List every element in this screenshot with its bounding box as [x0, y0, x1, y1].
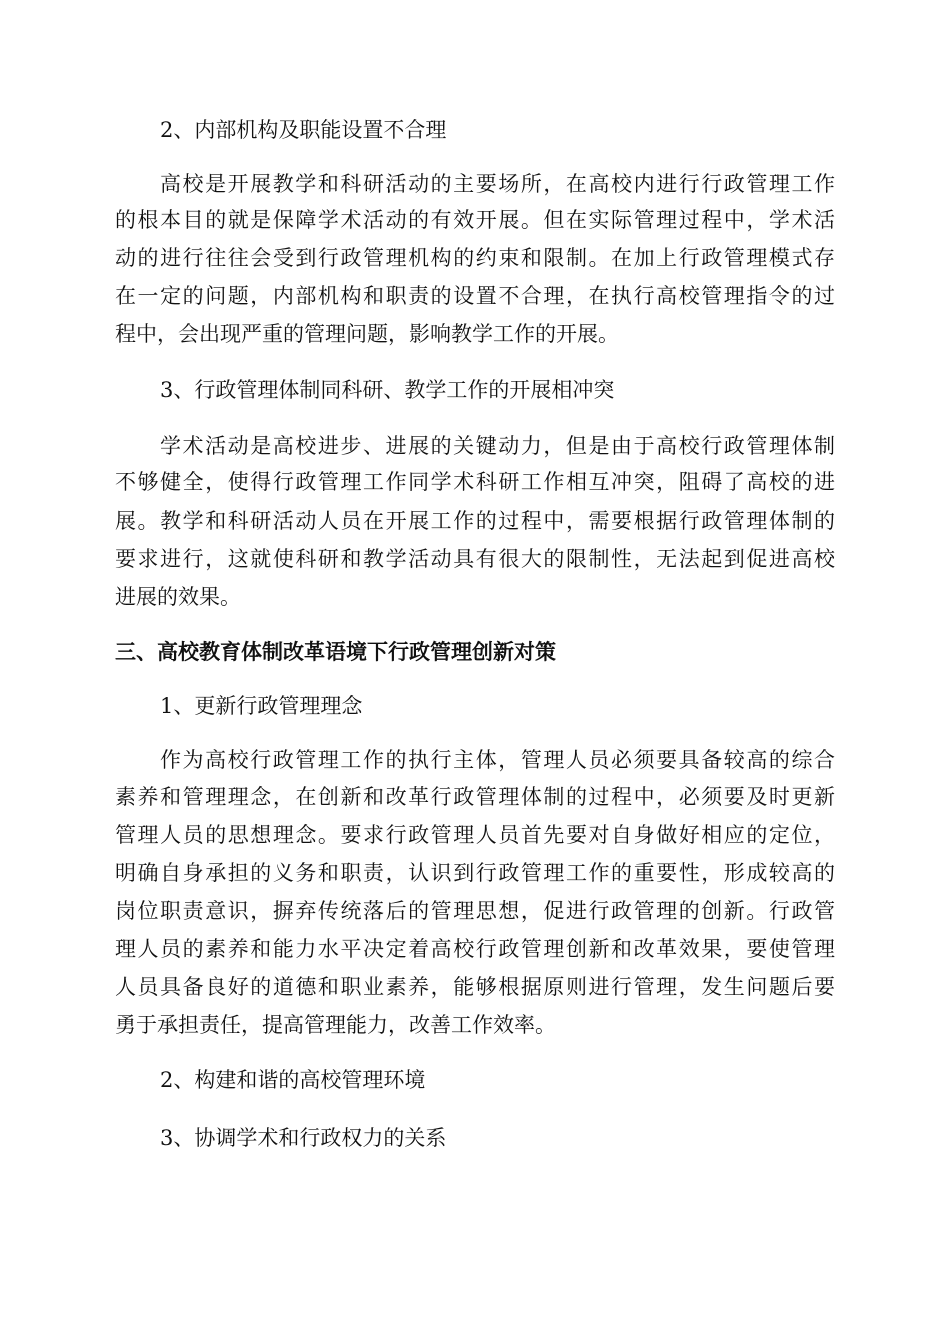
- paragraph-line: 要求进行，这就使科研和教学活动具有很大的限制性，无法起到促进高校: [115, 547, 835, 571]
- paragraph-line: 动的进行往往会受到行政管理机构的约束和限制。在加上行政管理模式存: [115, 246, 835, 270]
- paragraph-line: 高校是开展教学和科研活动的主要场所，在高校内进行行政管理工作: [160, 172, 835, 196]
- paragraph-line: 学术活动是高校进步、进展的关键动力，但是由于高校行政管理体制: [160, 434, 835, 458]
- subheading-coordinate-powers: 3、协调学术和行政权力的关系: [160, 1126, 447, 1150]
- paragraph-line: 明确自身承担的义务和职责，认识到行政管理工作的重要性，形成较高的: [115, 861, 835, 885]
- paragraph-line: 作为高校行政管理工作的执行主体，管理人员必须要具备较高的综合: [160, 748, 835, 772]
- subheading-internal-structure: 2、内部机构及职能设置不合理: [160, 118, 447, 142]
- subheading-update-concept: 1、更新行政管理理念: [160, 694, 363, 718]
- paragraph-line: 勇于承担责任，提高管理能力，改善工作效率。: [115, 1013, 556, 1037]
- paragraph-line: 程中，会出现严重的管理问题，影响教学工作的开展。: [115, 322, 619, 346]
- paragraph-line: 管理人员的思想理念。要求行政管理人员首先要对自身做好相应的定位，: [115, 823, 835, 847]
- paragraph-line: 理人员的素养和能力水平决定着高校行政管理创新和改革效果，要使管理: [115, 937, 835, 961]
- paragraph-line: 不够健全，使得行政管理工作同学术科研工作相互冲突，阻碍了高校的进: [115, 470, 835, 494]
- paragraph-line: 岗位职责意识，摒弃传统落后的管理思想，促进行政管理的创新。行政管: [115, 899, 835, 923]
- paragraph-line: 素养和管理理念，在创新和改革行政管理体制的过程中，必须要及时更新: [115, 785, 835, 809]
- paragraph-line: 进展的效果。: [115, 585, 241, 609]
- subheading-conflict: 3、行政管理体制同科研、教学工作的开展相冲突: [160, 378, 615, 402]
- paragraph-line: 人员具备良好的道德和职业素养，能够根据原则进行管理，发生问题后要: [115, 975, 835, 999]
- subheading-harmonious-environment: 2、构建和谐的高校管理环境: [160, 1068, 426, 1092]
- section-heading-innovation-measures: 三、高校教育体制改革语境下行政管理创新对策: [115, 640, 556, 664]
- paragraph-line: 展。教学和科研活动人员在开展工作的过程中，需要根据行政管理体制的: [115, 509, 835, 533]
- paragraph-line: 的根本目的就是保障学术活动的有效开展。但在实际管理过程中，学术活: [115, 208, 835, 232]
- paragraph-line: 在一定的问题，内部机构和职责的设置不合理，在执行高校管理指令的过: [115, 284, 835, 308]
